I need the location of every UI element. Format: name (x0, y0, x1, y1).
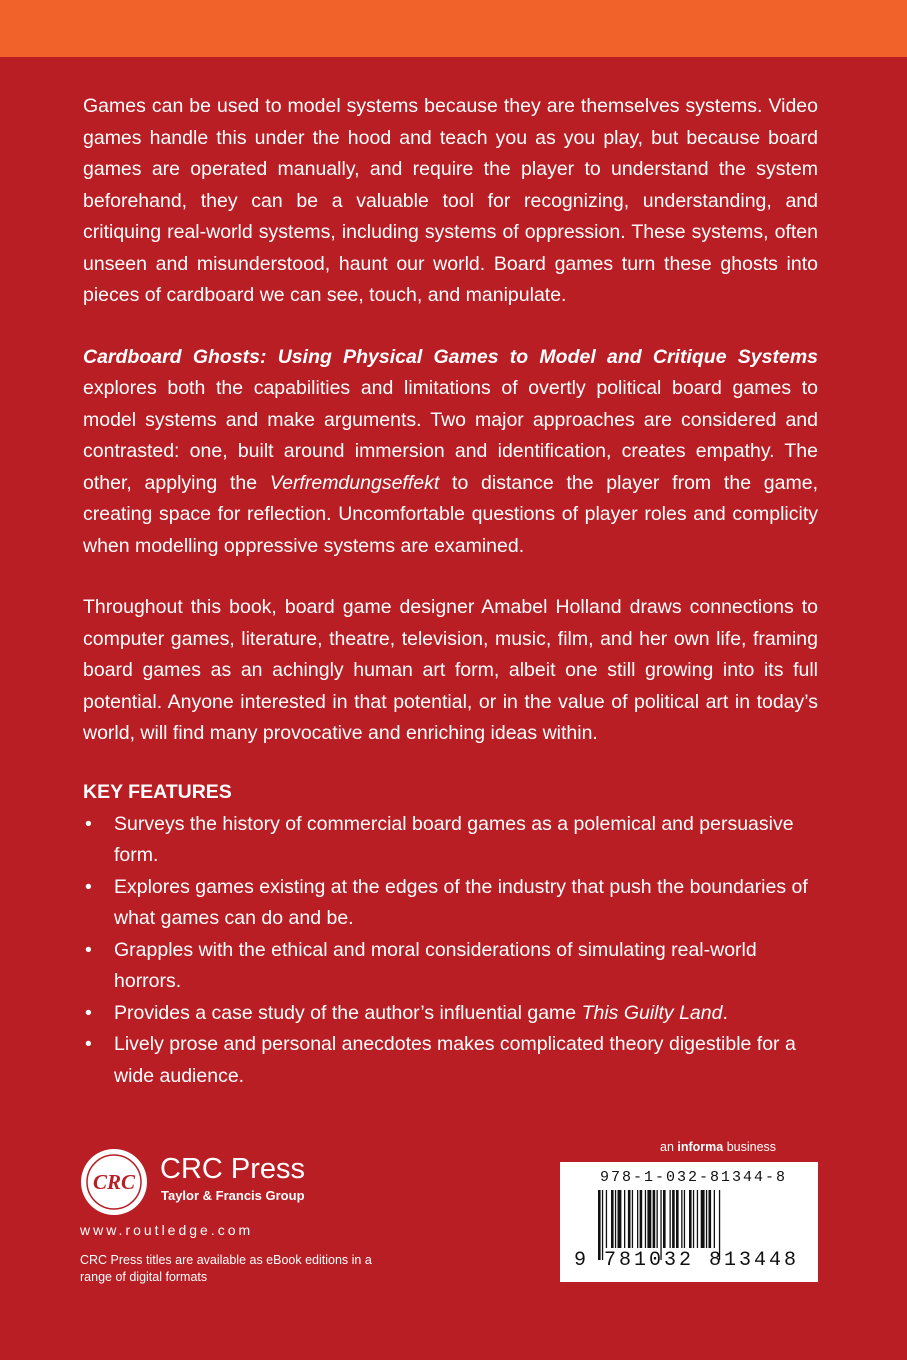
game-title: This Guilty Land (581, 1001, 723, 1024)
key-features-list (83, 809, 818, 1093)
barcode-bar (693, 1190, 694, 1248)
barcode-bar (672, 1190, 675, 1248)
barcode-bar (681, 1190, 682, 1248)
ebook-note: CRC Press titles are available as eBook editions in a range of digital formats (80, 1253, 372, 1284)
key-feature-item: • Lively prose and personal anecdotes makes complicated theory digestible for a wide audience. (83, 1029, 818, 1092)
publisher-name: CRC Press (160, 1153, 306, 1185)
isbn-hyphenated: 978-1-032-81344-8 (600, 1169, 788, 1186)
barcode-bar (606, 1190, 607, 1248)
barcode-bar (697, 1190, 698, 1248)
verfremdungseffekt-term: Verfremdungseffekt (269, 471, 440, 494)
barcode-bar (657, 1190, 658, 1248)
isbn-digits: 9 781032 813448 (574, 1249, 800, 1272)
crc-press-logo (80, 1148, 380, 1218)
crc-logo-text: CRC (92, 1170, 136, 1194)
isbn-barcode (560, 1162, 818, 1282)
key-feature-item: • Surveys the history of commercial board games as a polemical and persuasive form. (83, 809, 818, 872)
description-paragraph-2: Cardboard Ghosts: Using Physical Games to Model and Critique Systems explores both the capabilities and limitations of overtly political board games to model systems and make arguments. Two major approaches are considered and contrasted: one, built around immersion and identification, creates empathy. The other, applying the Verfremdungseffekt to distance the player from the game, creating space for reflection. Uncomfortable questions of player roles and complicity when modelling oppressive systems are examined. (83, 345, 818, 557)
barcode-bar (624, 1190, 625, 1248)
barcode-bar (611, 1190, 614, 1248)
barcode-bar (684, 1190, 685, 1248)
barcode-bar (618, 1190, 622, 1248)
key-features-heading: KEY FEATURES (83, 780, 232, 803)
key-feature-item: • Explores games existing at the edges of the industry that push the boundaries of what games can do and be. (83, 872, 818, 935)
back-cover-text (83, 91, 818, 1092)
description-paragraph-3: Throughout this book, board game designer Amabel Holland draws connections to computer games, literature, theatre, television, music, film, and her own life, framing board games as an achingly human art form, albeit one still growing into its full potential. Anyone interested in that potential, or in the value of political art in today’s world, will find many provocative and enriching ideas within. (83, 596, 818, 744)
barcode-bar (615, 1190, 616, 1248)
barcode-bar (670, 1190, 671, 1248)
barcode-bar (714, 1190, 715, 1248)
barcode-bar (706, 1190, 707, 1248)
crc-logo-icon (80, 1148, 148, 1216)
barcode-bar (628, 1190, 631, 1248)
barcode-bar (663, 1190, 666, 1248)
barcode-bar (689, 1190, 692, 1248)
barcode-bar (637, 1190, 638, 1248)
key-feature-item: • Grapples with the ethical and moral considerations of simulating real-world horrors. (83, 935, 818, 998)
barcode-bar (645, 1190, 646, 1248)
barcode-bar (701, 1190, 705, 1248)
barcode-bar (709, 1190, 712, 1248)
barcode-bar (676, 1190, 679, 1248)
barcode-bar (632, 1190, 633, 1248)
book-title: Cardboard Ghosts: Using Physical Games to Model and Critique Systems (83, 345, 818, 368)
description-paragraph-1: Games can be used to model systems because they are themselves systems. Video games handle this under the hood and teach you as you play, but because board games are operated manually, and require the player to understand the system beforehand, they can be a valuable tool for recognizing, understanding, and critiquing real-world systems, including systems of oppression. These systems, often unseen and misunderstood, haunt our world. Board games turn these ghosts into pieces of cardboard we can see, touch, and manipulate. (83, 95, 818, 306)
informa-business-label: an informa business (660, 1140, 777, 1154)
key-feature-item: • Provides a case study of the author’s influential game This Guilty Land. (83, 998, 818, 1030)
barcode-bar (653, 1190, 656, 1248)
publisher-group: Taylor & Francis Group (161, 1188, 305, 1203)
top-color-band (0, 0, 907, 57)
barcode-bar (647, 1190, 651, 1248)
publisher-website[interactable]: www.routledge.com (80, 1222, 254, 1238)
barcode-bar (640, 1190, 643, 1248)
